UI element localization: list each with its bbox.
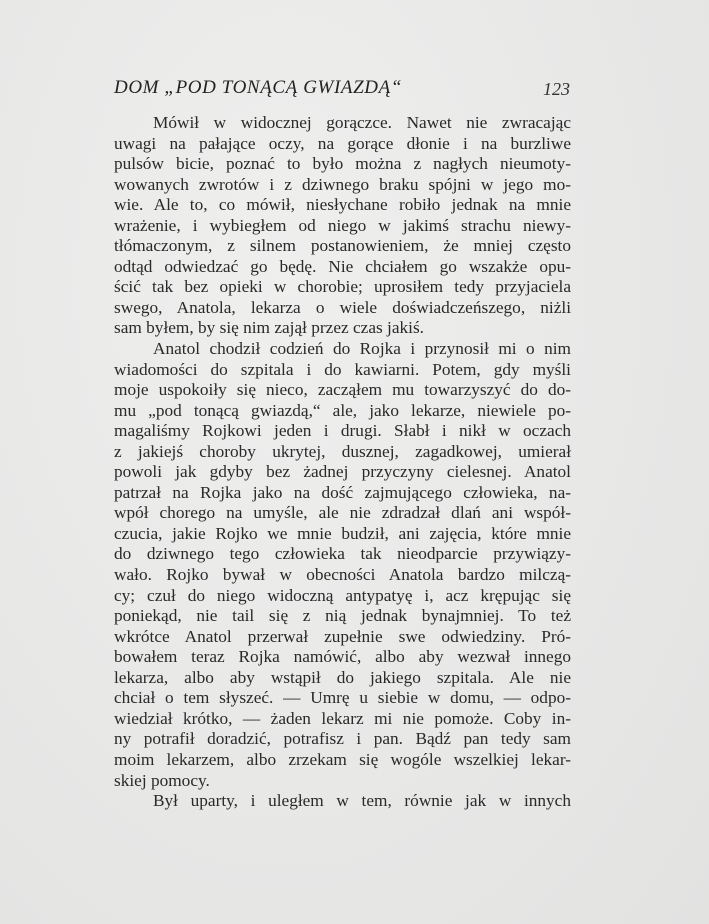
- text-line: wrażenie, i wybiegłem od niego w jakimś strachu niewy-: [114, 215, 571, 235]
- text-line: swego, Anatola, lekarza o wiele doświadczeńszego, niżli: [114, 297, 571, 317]
- text-line: wowanych zwrotów i z dziwnego braku spójni w jego mo-: [114, 174, 571, 194]
- text-line: cy; czuł do niego widoczną antypatyę i, acz krępując się: [114, 585, 571, 605]
- text-line: mu „pod tonącą gwiazdą,“ ale, jako lekarze, niewiele po-: [114, 400, 571, 420]
- text-line: lekarza, albo aby wstąpił do jakiego szpitala. Ale nie: [114, 667, 571, 687]
- text-line: czucia, jakie Rojko we mnie budził, ani zajęcia, które mnie: [114, 523, 571, 543]
- text-line: wpół chorego na umyśle, ale nie zdradzał dlań ani współ-: [114, 503, 571, 523]
- text-line: chciał o tem słyszeć. — Umrę u siebie w domu, — odpo-: [114, 688, 571, 708]
- text-line: uwagi na pałające oczy, na gorące dłonie i na burzliwe: [114, 133, 571, 153]
- text-line: Był uparty, i uległem w tem, równie jak w innych: [153, 791, 571, 811]
- text-line: sam byłem, by się nim zajął przez czas jakiś.: [114, 318, 424, 338]
- text-line: ny potrafił doradzić, potrafisz i pan. Bądź pan tedy sam: [114, 729, 571, 749]
- running-head: [114, 77, 570, 99]
- text-line: wie. Ale to, co mówił, niesłychane robiło jednak na mnie: [114, 195, 571, 215]
- text-line: moim lekarzem, albo zrzekam się wogóle wszelkiej lekar-: [114, 749, 571, 769]
- text-line: powoli jak gdyby bez żadnej przyczyny cielesnej. Anatol: [114, 462, 571, 482]
- body-text: [114, 113, 571, 812]
- text-line: magaliśmy Rojkowi jeden i drugi. Słabł i nikł w oczach: [114, 421, 571, 441]
- page-number: 123: [543, 79, 570, 99]
- text-line: bowałem teraz Rojka namówić, albo aby wezwał innego: [114, 647, 571, 667]
- text-line: pulsów bicie, poznać to było można z nagłych nieumoty-: [114, 154, 571, 174]
- text-line: Mówił w widocznej gorączce. Nawet nie zwracając: [153, 113, 571, 132]
- text-line: skiej pomocy.: [114, 770, 210, 790]
- text-line: tłómaczonym, z silnem postanowieniem, że mniej często: [114, 236, 571, 256]
- text-line: wiedział krótko, — żaden lekarz mi nie pomoże. Coby in-: [114, 708, 571, 728]
- text-line: wało. Rojko bywał w obecności Anatola bardzo milczą-: [114, 565, 571, 585]
- text-line: wiadomości do szpitala i do kawiarni. Potem, gdy myśli: [114, 359, 571, 379]
- text-line: odtąd odwiedzać go będę. Nie chciałem go wszakże opu-: [114, 256, 571, 276]
- text-line: Anatol chodził codzień do Rojka i przynosił mi o nim: [153, 339, 571, 359]
- running-title: DOM „POD TONĄCĄ GWIAZDĄ“: [114, 77, 402, 98]
- text-line: ścić tak bez opieki w chorobie; uprosiłem tedy przyjaciela: [114, 277, 571, 297]
- text-line: z jakiejś choroby ukrytej, dusznej, zagadkowej, umierał: [114, 441, 571, 461]
- text-line: wkrótce Anatol przerwał zupełnie swe odwiedziny. Pró-: [114, 626, 571, 646]
- text-line: moje uspokoiły się nieco, zacząłem mu towarzyszyć do do-: [114, 380, 571, 400]
- text-line: patrzał na Rojka jako na dość zajmującego człowieka, na-: [114, 482, 571, 502]
- text-line: poniekąd, nie tail się z nią jednak bynajmniej. To też: [114, 606, 571, 626]
- text-line: do dziwnego tego człowieka tak nieodparcie przywiązy-: [114, 544, 571, 564]
